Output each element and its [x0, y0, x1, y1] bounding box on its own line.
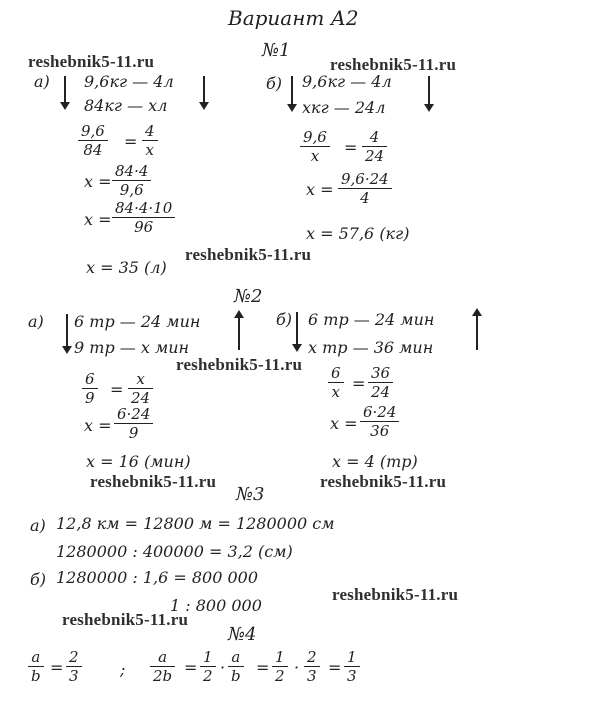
equation-lhs: х =: [330, 414, 358, 433]
equation-lhs: х =: [84, 172, 112, 191]
proportion-row: хкг — 24л: [302, 98, 386, 117]
variant-title: Вариант А2: [228, 6, 359, 30]
fraction: $\frac{1}{3}$: [344, 648, 360, 685]
proportion-row: 6 тр — 24 мин: [74, 312, 201, 331]
watermark: reshebnik5-11.ru: [62, 610, 189, 629]
fraction: 9,6 х: [300, 128, 330, 165]
equation-lhs: х =: [306, 180, 334, 199]
proportion-row: 9,6кг — 4л: [302, 72, 392, 91]
fraction: $\frac{9,6}{84}$: [78, 122, 108, 159]
part-label: а): [28, 312, 44, 331]
up-arrow-icon: [238, 312, 240, 350]
answer: х = 35 (л): [86, 258, 167, 277]
math-line: 1 : 800 000: [170, 596, 262, 615]
watermark: reshebnik5-11.ru: [332, 585, 459, 604]
task-number: №1: [262, 40, 291, 61]
fraction: 4 х: [142, 122, 158, 159]
equals-sign: =: [184, 658, 198, 677]
fraction: 6 х: [328, 364, 344, 401]
equals-sign: =: [344, 138, 358, 157]
part-label: б): [276, 310, 293, 329]
fraction: $\frac{84\cdot 4}{9,6}$: [112, 162, 151, 199]
equals-sign: =: [256, 658, 270, 677]
equals-sign: =: [110, 380, 124, 399]
part-label: а): [34, 72, 50, 91]
equation-lhs: х =: [84, 416, 112, 435]
equals-sign: =: [328, 658, 342, 677]
fraction: $\frac{2}{3}$: [66, 648, 82, 685]
fraction: $\frac{1}{2}$: [200, 648, 216, 685]
separator: ;: [120, 660, 126, 679]
watermark: reshebnik5-11.ru: [330, 55, 457, 74]
math-line: 1280000 : 1,6 = 800 000: [56, 568, 259, 587]
task-number: №4: [228, 624, 257, 645]
equals-sign: =: [50, 658, 64, 677]
fraction: а b: [228, 648, 244, 685]
part-label: б): [266, 74, 283, 93]
fraction: $\frac{6}{9}$: [82, 370, 98, 407]
down-arrow-icon: [203, 76, 205, 108]
proportion-row: 6 тр — 24 мин: [308, 310, 435, 329]
down-arrow-icon: [64, 76, 66, 108]
fraction: $\frac{4}{24}$: [362, 128, 387, 165]
fraction: $\frac{9,6\cdot 24}{4}$: [338, 170, 392, 207]
watermark: reshebnik5-11.ru: [176, 355, 303, 374]
equation-lhs: х =: [84, 210, 112, 229]
proportion-row: х тр — 36 мин: [308, 338, 434, 357]
part-label: б): [30, 570, 47, 589]
down-arrow-icon: [291, 76, 293, 110]
task-number: №2: [234, 286, 263, 307]
math-line: 1280000 : 400000 = 3,2 (см): [56, 542, 293, 561]
answer: х = 57,6 (кг): [306, 224, 410, 243]
part-label: а): [30, 516, 46, 535]
up-arrow-icon: [476, 310, 478, 350]
proportion-row: 84кг — хл: [84, 96, 168, 115]
down-arrow-icon: [296, 312, 298, 350]
fraction: $\frac{6\cdot 24}{9}$: [114, 405, 153, 442]
proportion-row: 9,6кг — 4л: [84, 72, 174, 91]
fraction: а b: [28, 648, 44, 685]
multiply-dot: ·: [294, 658, 300, 677]
task-number: №3: [236, 484, 265, 505]
proportion-row: 9 тр — х мин: [74, 338, 190, 357]
down-arrow-icon: [428, 76, 430, 110]
watermark: reshebnik5-11.ru: [90, 472, 217, 491]
math-line: 12,8 км = 12800 м = 1280000 см: [56, 514, 335, 533]
watermark: reshebnik5-11.ru: [185, 245, 312, 264]
fraction: а 2b: [150, 648, 175, 685]
equals-sign: =: [124, 132, 138, 151]
fraction: х 24: [128, 370, 153, 407]
equals-sign: =: [352, 374, 366, 393]
fraction: $\frac{36}{24}$: [368, 364, 393, 401]
answer: х = 4 (тр): [332, 452, 418, 471]
multiply-dot: ·: [220, 658, 226, 677]
answer: х = 16 (мин): [86, 452, 191, 471]
watermark: reshebnik5-11.ru: [320, 472, 447, 491]
watermark: reshebnik5-11.ru: [28, 52, 155, 71]
fraction: $\frac{1}{2}$: [272, 648, 288, 685]
fraction: $\frac{6\cdot 24}{36}$: [360, 403, 399, 440]
fraction: $\frac{84\cdot 4\cdot 10}{96}$: [112, 199, 175, 236]
fraction: $\frac{2}{3}$: [304, 648, 320, 685]
down-arrow-icon: [66, 314, 68, 352]
